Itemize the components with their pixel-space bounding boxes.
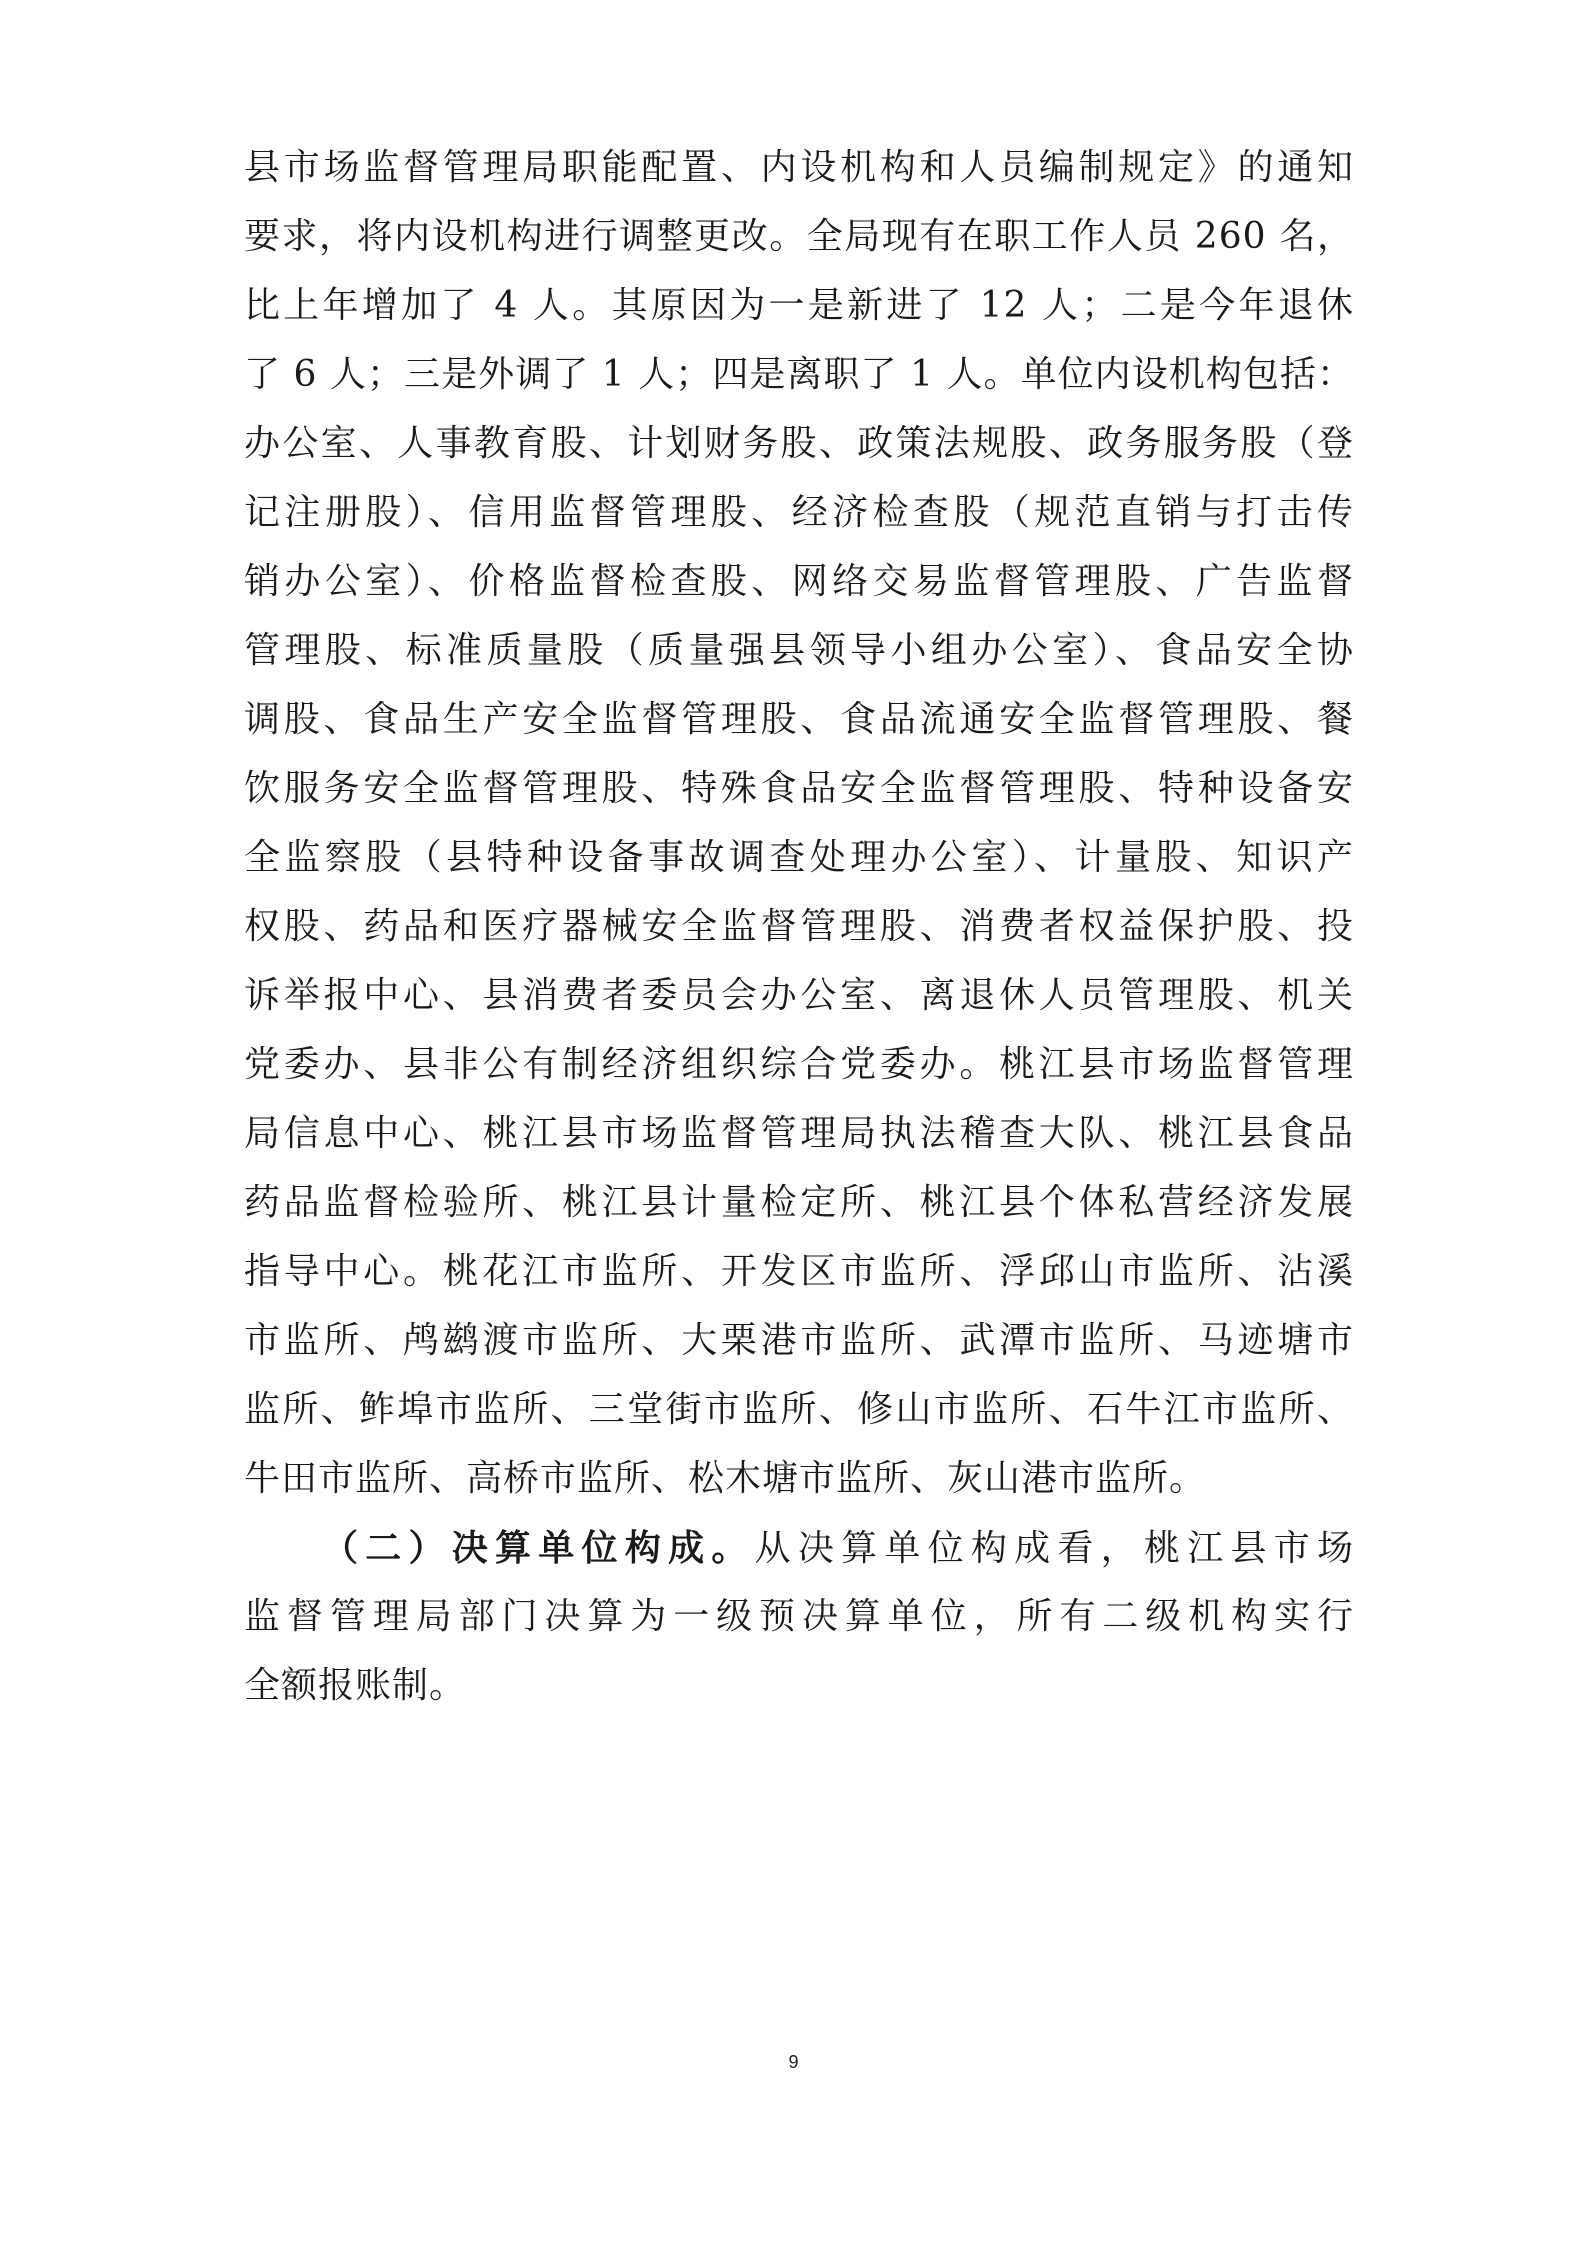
- body-text-line: 监所、鲊埠市监所、三堂街市监所、修山市监所、石牛江市监所、: [244, 1389, 1354, 1430]
- body-text-line: 党委办、县非公有制经济组织综合党委办。桃江县市场监督管理: [244, 1044, 1354, 1085]
- body-text-line: 全监察股（县特种设备事故调查处理办公室）、计量股、知识产: [244, 837, 1354, 878]
- body-text-line: 监督管理局部门决算为一级预决算单位，所有二级机构实行: [244, 1596, 1354, 1637]
- body-text-line: 调股、食品生产安全监督管理股、食品流通安全监督管理股、餐: [244, 699, 1354, 740]
- page-number: 9: [788, 2052, 799, 2072]
- body-text-line: 药品监督检验所、桃江县计量检定所、桃江县个体私营经济发展: [244, 1182, 1354, 1223]
- section-heading: （二）决算单位构成。: [322, 1527, 755, 1569]
- body-text-line: 市监所、鸬鹚渡市监所、大栗港市监所、武潭市监所、马迹塘市: [244, 1320, 1354, 1361]
- body-text-line: 比上年增加了 4 人。其原因为一是新进了 12 人；二是今年退休: [244, 285, 1354, 326]
- body-text-line: 县市场监督管理局职能配置、内设机构和人员编制规定》的通知: [244, 147, 1354, 188]
- body-text-line: 记注册股）、信用监督管理股、经济检查股（规范直销与打击传: [244, 492, 1354, 533]
- body-text-line: 办公室、人事教育股、计划财务股、政策法规股、政务服务股（登: [244, 423, 1354, 464]
- body-text-line: 权股、药品和医疗器械安全监督管理股、消费者权益保护股、投: [244, 906, 1354, 947]
- body-text-line: 诉举报中心、县消费者委员会办公室、离退休人员管理股、机关: [244, 975, 1354, 1016]
- body-text-line: 指导中心。桃花江市监所、开发区市监所、浮邱山市监所、沾溪: [244, 1251, 1354, 1292]
- body-text-line: 牛田市监所、高桥市监所、松木塘市监所、灰山港市监所。: [244, 1458, 1207, 1499]
- body-text-line: 销办公室）、价格监督检查股、网络交易监督管理股、广告监督: [244, 561, 1354, 602]
- body-text-line: 了 6 人；三是外调了 1 人；四是离职了 1 人。单位内设机构包括：: [244, 354, 1354, 395]
- body-text-line: 全额报账制。: [244, 1665, 467, 1706]
- body-text-line: 饮服务安全监督管理股、特殊食品安全监督管理股、特种设备安: [244, 768, 1354, 809]
- section-text: 从决算单位构成看，桃江县市场: [754, 1528, 1354, 1569]
- body-text-line: 管理股、标准质量股（质量强县领导小组办公室）、食品安全协: [244, 630, 1354, 671]
- body-text-line: 要求，将内设机构进行调整更改。全局现有在职工作人员 260 名，: [244, 216, 1354, 257]
- body-text-line: 局信息中心、桃江县市场监督管理局执法稽查大队、桃江县食品: [244, 1113, 1354, 1154]
